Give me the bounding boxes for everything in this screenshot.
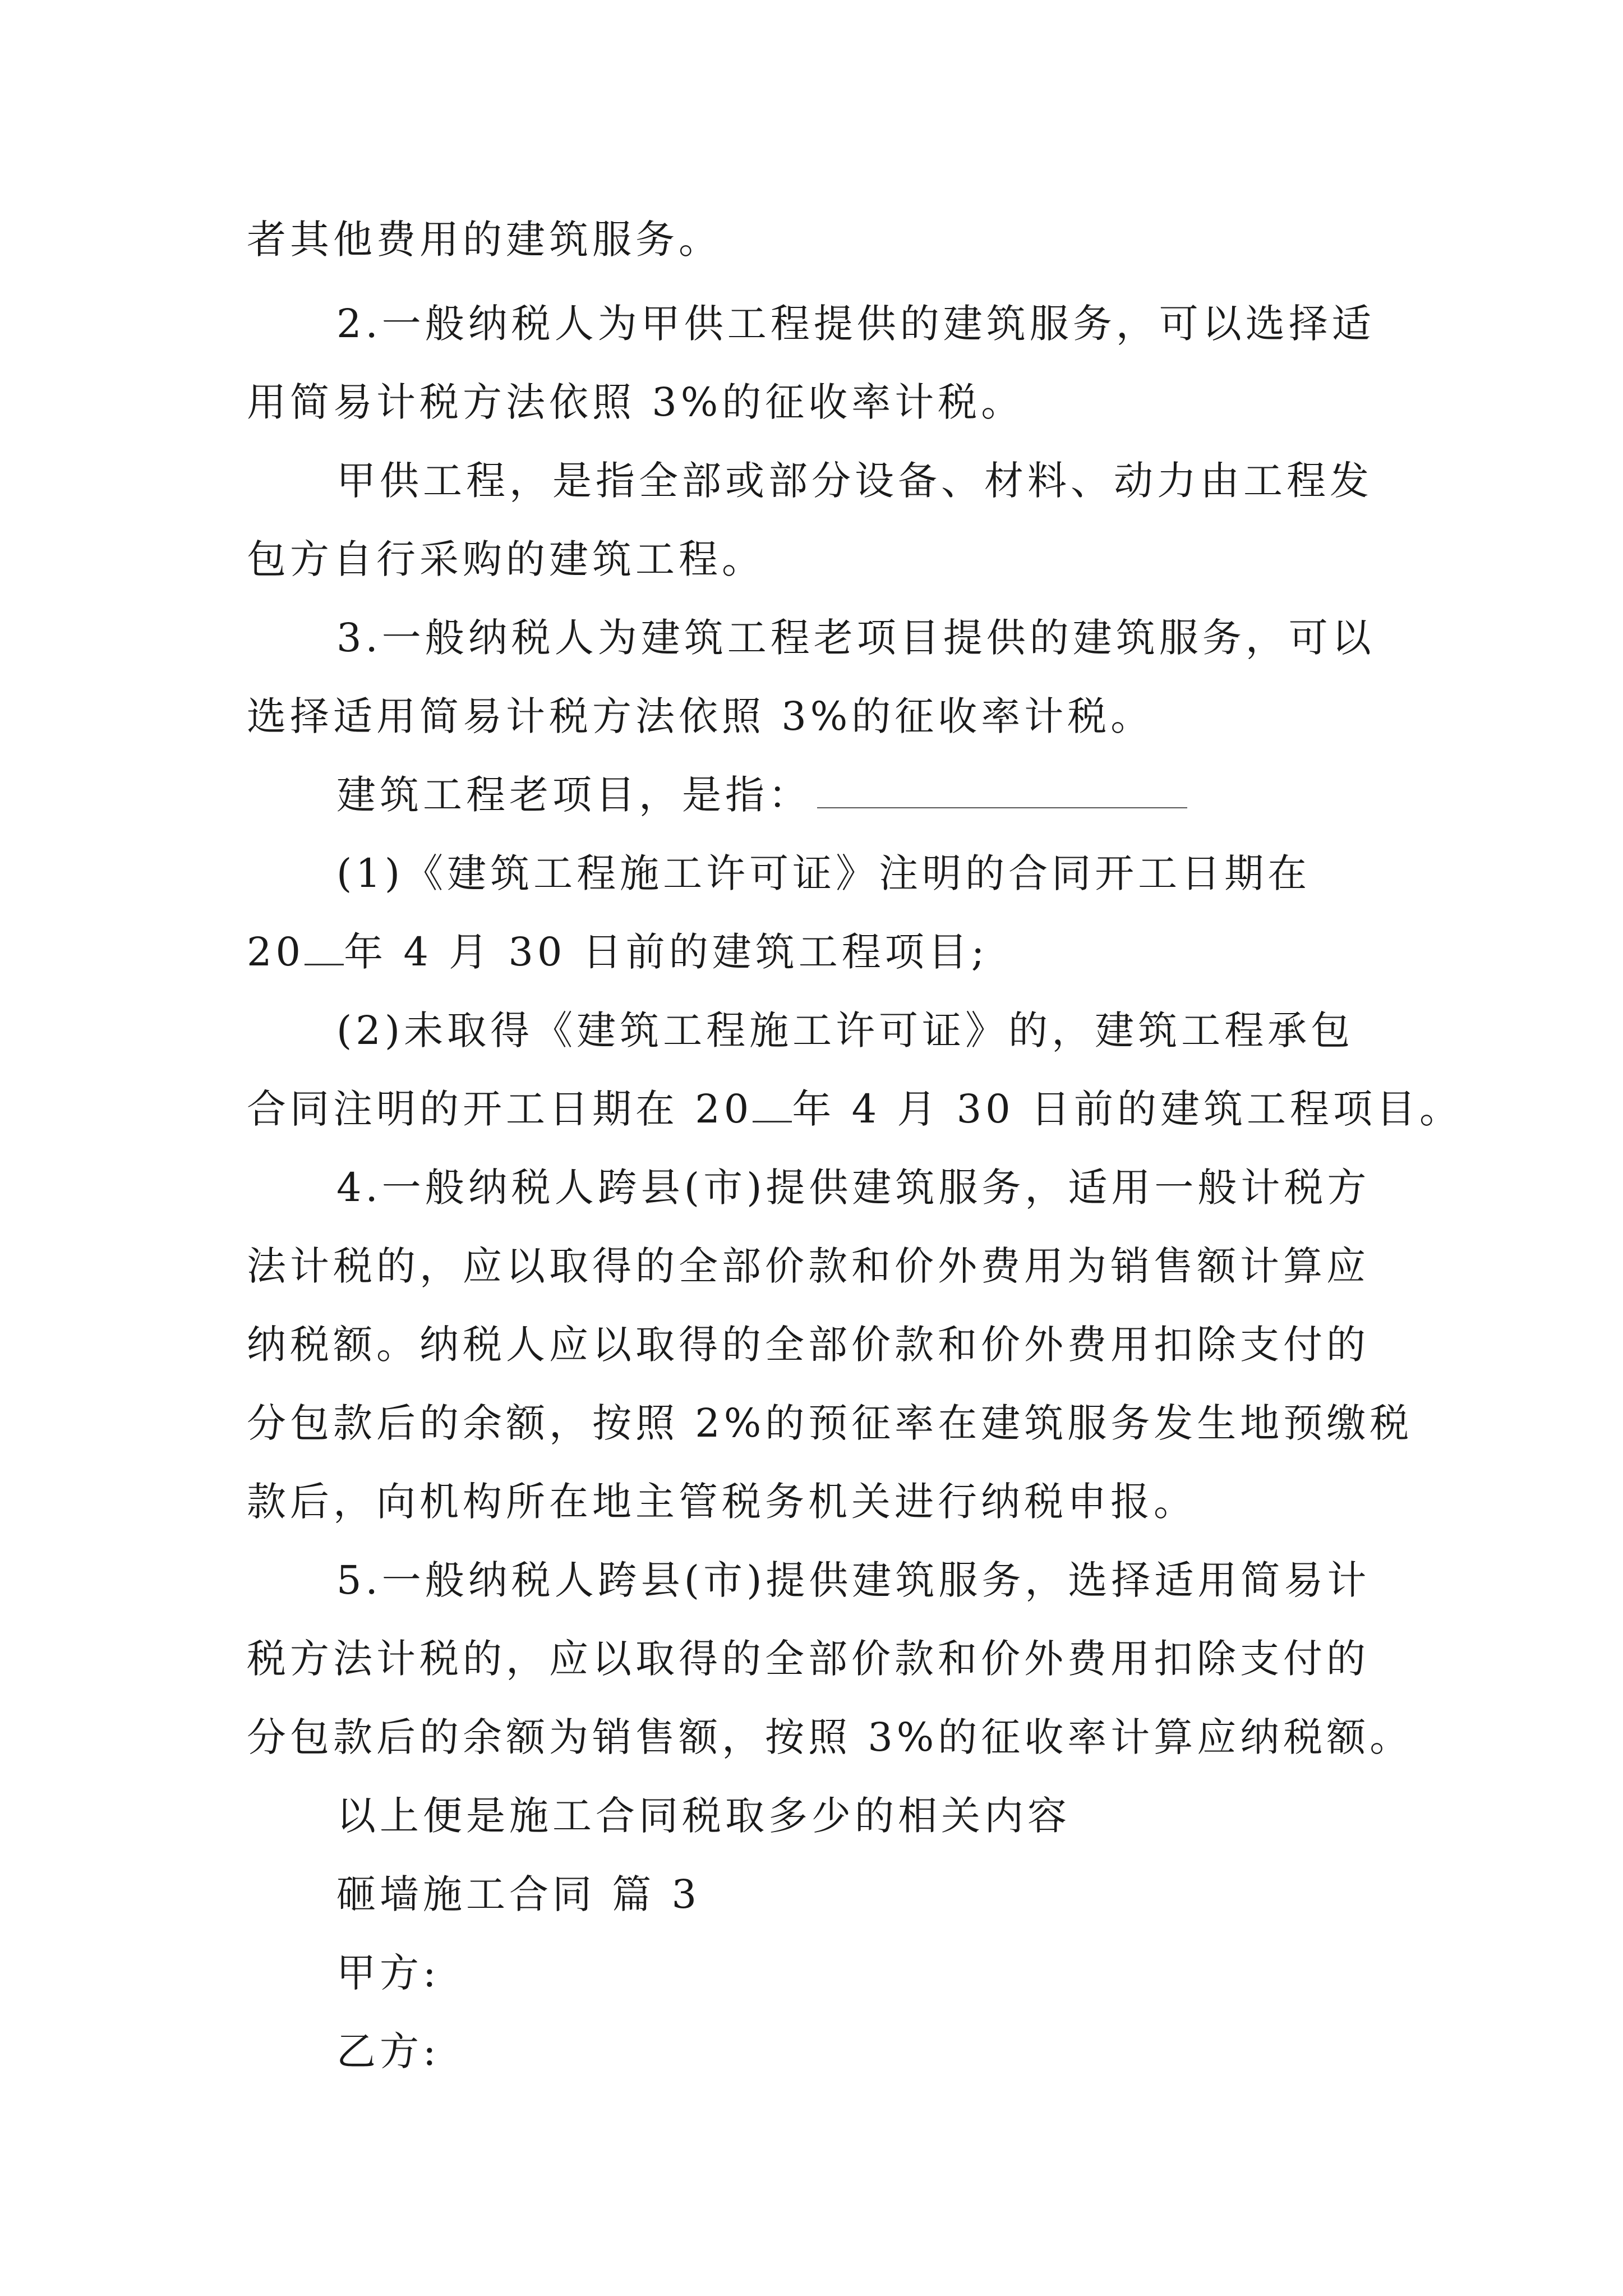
text-line-5: 包方自行采购的建筑工程。 bbox=[247, 536, 765, 582]
text-line-7: 选择适用简易计税方法依照 3%的征收率计税。 bbox=[247, 693, 1154, 739]
text-line-6: 3.一般纳税人为建筑工程老项目提供的建筑服务，可以 bbox=[336, 615, 1375, 661]
text-line-18: 5.一般纳税人跨县(市)提供建筑服务，选择适用简易计 bbox=[336, 1557, 1371, 1603]
text-line-19: 税方法计税的，应以取得的全部价款和价外费用扣除支付的 bbox=[247, 1636, 1370, 1682]
year-blank bbox=[753, 1088, 792, 1122]
text-line-17: 款后，向机构所在地主管税务机关进行纳税申报。 bbox=[247, 1479, 1197, 1525]
text-line-4: 甲供工程，是指全部或部分设备、材料、动力由工程发 bbox=[336, 458, 1373, 504]
text-line-15: 纳税额。纳税人应以取得的全部价款和价外费用扣除支付的 bbox=[247, 1322, 1370, 1368]
fill-in-blank bbox=[817, 774, 1187, 808]
text-line-21: 以上便是施工合同税取多少的相关内容 bbox=[336, 1793, 1071, 1839]
text-line-11: (2)未取得《建筑工程施工许可证》的，建筑工程承包 bbox=[336, 1007, 1354, 1053]
text-line-10 bbox=[247, 927, 988, 977]
text-line-14: 法计税的，应以取得的全部价款和价外费用为销售额计算应 bbox=[247, 1243, 1370, 1289]
text-line-3: 用简易计税方法依照 3%的征收率计税。 bbox=[247, 379, 1025, 425]
year-prefix: 20 bbox=[247, 929, 305, 975]
text-line-16: 分包款后的余额，按照 2%的预征率在建筑服务发生地预缴税 bbox=[247, 1400, 1413, 1446]
text-line-13: 4.一般纳税人跨县(市)提供建筑服务，适用一般计税方 bbox=[336, 1165, 1371, 1211]
year-suffix: 年 4 月 30 日前的建筑工程项目; bbox=[344, 929, 989, 975]
party-a-label: 甲方: bbox=[336, 1950, 440, 1996]
text-line-1: 者其他费用的建筑服务。 bbox=[247, 217, 722, 263]
text-line-12-prefix: 合同注明的开工日期在 20 bbox=[247, 1086, 753, 1132]
party-b-label: 乙方: bbox=[336, 2028, 440, 2074]
text-line-9: (1)《建筑工程施工许可证》注明的合同开工日期在 bbox=[336, 850, 1311, 896]
section-heading: 砸墙施工合同 篇 3 bbox=[336, 1871, 701, 1917]
text-line-12 bbox=[247, 1084, 1463, 1134]
text-line-12-suffix: 年 4 月 30 日前的建筑工程项目。 bbox=[792, 1086, 1463, 1132]
text-line-8 bbox=[336, 770, 1187, 820]
text-line-8-label: 建筑工程老项目，是指： bbox=[336, 772, 811, 818]
text-line-2: 2.一般纳税人为甲供工程提供的建筑服务，可以选择适 bbox=[336, 301, 1375, 347]
text-line-20: 分包款后的余额为销售额，按照 3%的征收率计算应纳税额。 bbox=[247, 1714, 1413, 1760]
year-blank bbox=[305, 931, 344, 965]
